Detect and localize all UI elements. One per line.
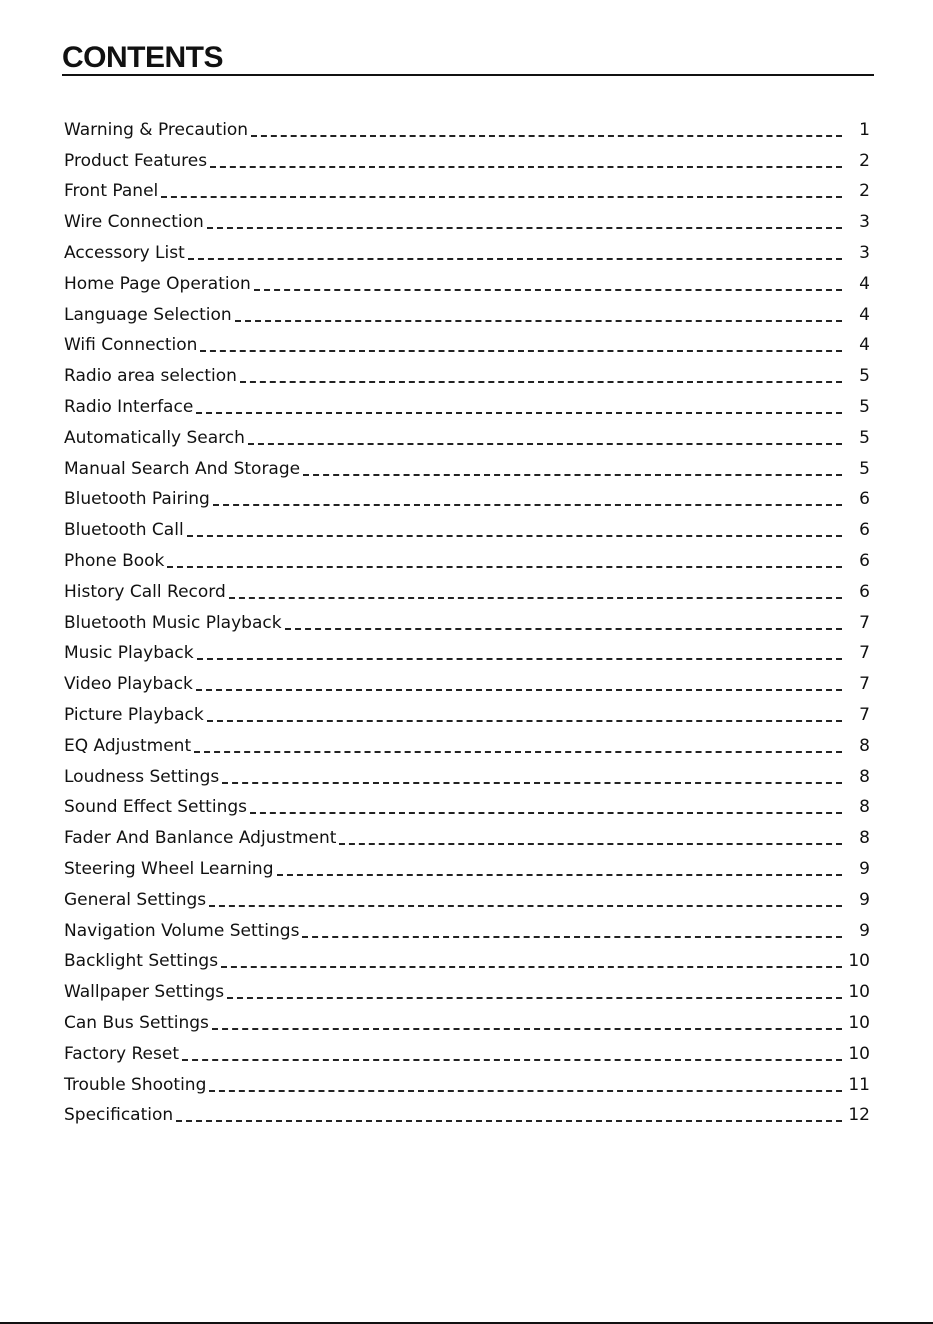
toc-entry-page-number: 2 (859, 181, 870, 202)
toc-entry-page-number: 5 (859, 366, 870, 387)
toc-entry[interactable] (64, 387, 870, 418)
toc-entry-label: Bluetooth Music Playback (64, 612, 282, 633)
toc-entry-label: Loudness Settings (64, 766, 220, 787)
table-of-contents (64, 110, 870, 1126)
dot-leader (235, 320, 842, 322)
toc-entry-label: Warning & Precaution (64, 119, 249, 140)
toc-entry-page-number: 6 (859, 550, 870, 571)
dot-leader (240, 381, 842, 383)
toc-entry[interactable] (64, 695, 870, 726)
toc-entry-page-number: 10 (848, 951, 870, 972)
toc-entry[interactable] (64, 356, 870, 387)
toc-entry[interactable] (64, 664, 870, 695)
dot-leader (229, 597, 842, 599)
toc-entry-page-number: 9 (859, 920, 870, 941)
toc-entry[interactable] (64, 326, 870, 357)
toc-entry[interactable] (64, 572, 870, 603)
toc-entry-page-number: 8 (859, 766, 870, 787)
toc-entry[interactable] (64, 541, 870, 572)
dot-leader (339, 843, 842, 845)
toc-entry-page-number: 9 (859, 889, 870, 910)
toc-entry-page-number: 7 (859, 674, 870, 695)
toc-entry[interactable] (64, 1034, 870, 1065)
toc-entry[interactable] (64, 480, 870, 511)
dot-leader (176, 1120, 842, 1122)
dot-leader (207, 227, 842, 229)
dot-leader (302, 936, 842, 938)
toc-entry-label: Phone Book (64, 550, 165, 571)
toc-entry-page-number: 10 (848, 1012, 870, 1033)
dot-leader (196, 412, 842, 414)
toc-entry[interactable] (64, 757, 870, 788)
toc-entry-page-number: 4 (859, 273, 870, 294)
toc-entry[interactable] (64, 141, 870, 172)
toc-entry-page-number: 6 (859, 520, 870, 541)
dot-leader (248, 443, 842, 445)
dot-leader (188, 258, 842, 260)
toc-entry-label: Can Bus Settings (64, 1012, 209, 1033)
toc-entry-page-number: 5 (859, 396, 870, 417)
toc-entry[interactable] (64, 603, 870, 634)
dot-leader (277, 874, 843, 876)
toc-entry[interactable] (64, 942, 870, 973)
toc-entry-label: History Call Record (64, 581, 226, 602)
toc-entry-label: Factory Reset (64, 1043, 179, 1064)
toc-entry[interactable] (64, 1096, 870, 1127)
dot-leader (254, 289, 842, 291)
toc-entry[interactable] (64, 849, 870, 880)
toc-entry[interactable] (64, 818, 870, 849)
dot-leader (207, 720, 842, 722)
toc-entry[interactable] (64, 1003, 870, 1034)
toc-entry[interactable] (64, 510, 870, 541)
toc-entry-label: Navigation Volume Settings (64, 920, 300, 941)
dot-leader (210, 166, 842, 168)
toc-entry-label: Manual Search And Storage (64, 458, 301, 479)
toc-entry[interactable] (64, 880, 870, 911)
toc-entry-page-number: 7 (859, 704, 870, 725)
toc-entry-label: Backlight Settings (64, 951, 219, 972)
toc-entry[interactable] (64, 202, 870, 233)
toc-entry-label: Wire Connection (64, 212, 204, 233)
toc-entry-label: Home Page Operation (64, 273, 251, 294)
toc-entry-page-number: 10 (848, 1043, 870, 1064)
toc-entry[interactable] (64, 172, 870, 203)
toc-entry-label: Accessory List (64, 242, 185, 263)
toc-entry-page-number: 4 (859, 304, 870, 325)
dot-leader (194, 751, 842, 753)
toc-entry-label: Bluetooth Call (64, 520, 184, 541)
toc-entry-page-number: 8 (859, 828, 870, 849)
toc-entry-label: Sound Effect Settings (64, 797, 247, 818)
toc-entry-page-number: 5 (859, 427, 870, 448)
toc-entry-label: Wifi Connection (64, 335, 198, 356)
toc-entry-page-number: 7 (859, 643, 870, 664)
toc-entry-page-number: 2 (859, 150, 870, 171)
toc-entry-label: Video Playback (64, 674, 193, 695)
toc-entry-page-number: 1 (859, 119, 870, 140)
dot-leader (187, 535, 842, 537)
toc-entry-label: Radio area selection (64, 366, 237, 387)
dot-leader (285, 628, 842, 630)
title-underline (62, 74, 874, 76)
toc-entry-label: Product Features (64, 150, 208, 171)
toc-entry[interactable] (64, 972, 870, 1003)
toc-entry-label: Specification (64, 1105, 174, 1126)
dot-leader (200, 350, 842, 352)
dot-leader (209, 905, 842, 907)
toc-entry-label: Front Panel (64, 181, 159, 202)
toc-entry-label: Picture Playback (64, 704, 204, 725)
toc-entry[interactable] (64, 788, 870, 819)
toc-entry-page-number: 6 (859, 489, 870, 510)
toc-entry[interactable] (64, 233, 870, 264)
toc-entry-label: Language Selection (64, 304, 232, 325)
dot-leader (250, 812, 842, 814)
page-title: CONTENTS (62, 41, 223, 74)
toc-entry[interactable] (64, 911, 870, 942)
toc-entry[interactable] (64, 264, 870, 295)
toc-entry-label: EQ Adjustment (64, 735, 192, 756)
toc-entry-label: Wallpaper Settings (64, 982, 225, 1003)
dot-leader (209, 1090, 842, 1092)
dot-leader (212, 1028, 842, 1030)
dot-leader (303, 474, 842, 476)
toc-entry-label: Radio Interface (64, 396, 194, 417)
toc-entry[interactable] (64, 295, 870, 326)
dot-leader (227, 997, 842, 999)
dot-leader (251, 135, 842, 137)
toc-entry-label: Automatically Search (64, 427, 245, 448)
toc-entry-page-number: 12 (848, 1105, 870, 1126)
toc-entry[interactable] (64, 449, 870, 480)
toc-entry-page-number: 3 (859, 242, 870, 263)
toc-entry-page-number: 11 (848, 1074, 870, 1095)
toc-entry-label: General Settings (64, 889, 207, 910)
toc-entry[interactable] (64, 110, 870, 141)
toc-entry[interactable] (64, 634, 870, 665)
toc-entry-label: Music Playback (64, 643, 194, 664)
toc-entry-page-number: 10 (848, 982, 870, 1003)
toc-entry[interactable] (64, 418, 870, 449)
toc-entry-page-number: 8 (859, 735, 870, 756)
toc-entry-label: Trouble Shooting (64, 1074, 207, 1095)
dot-leader (196, 689, 842, 691)
toc-entry[interactable] (64, 726, 870, 757)
toc-entry-label: Steering Wheel Learning (64, 858, 274, 879)
toc-entry-page-number: 3 (859, 212, 870, 233)
dot-leader (161, 196, 842, 198)
dot-leader (222, 782, 842, 784)
toc-entry-page-number: 4 (859, 335, 870, 356)
dot-leader (221, 966, 842, 968)
toc-entry-label: Bluetooth Pairing (64, 489, 210, 510)
toc-entry-page-number: 9 (859, 858, 870, 879)
toc-entry-label: Fader And Banlance Adjustment (64, 828, 337, 849)
toc-entry-page-number: 8 (859, 797, 870, 818)
toc-entry-page-number: 6 (859, 581, 870, 602)
dot-leader (167, 566, 842, 568)
dot-leader (197, 658, 842, 660)
toc-entry-page-number: 7 (859, 612, 870, 633)
dot-leader (182, 1059, 842, 1061)
toc-entry-page-number: 5 (859, 458, 870, 479)
toc-entry[interactable] (64, 1065, 870, 1096)
dot-leader (213, 504, 842, 506)
